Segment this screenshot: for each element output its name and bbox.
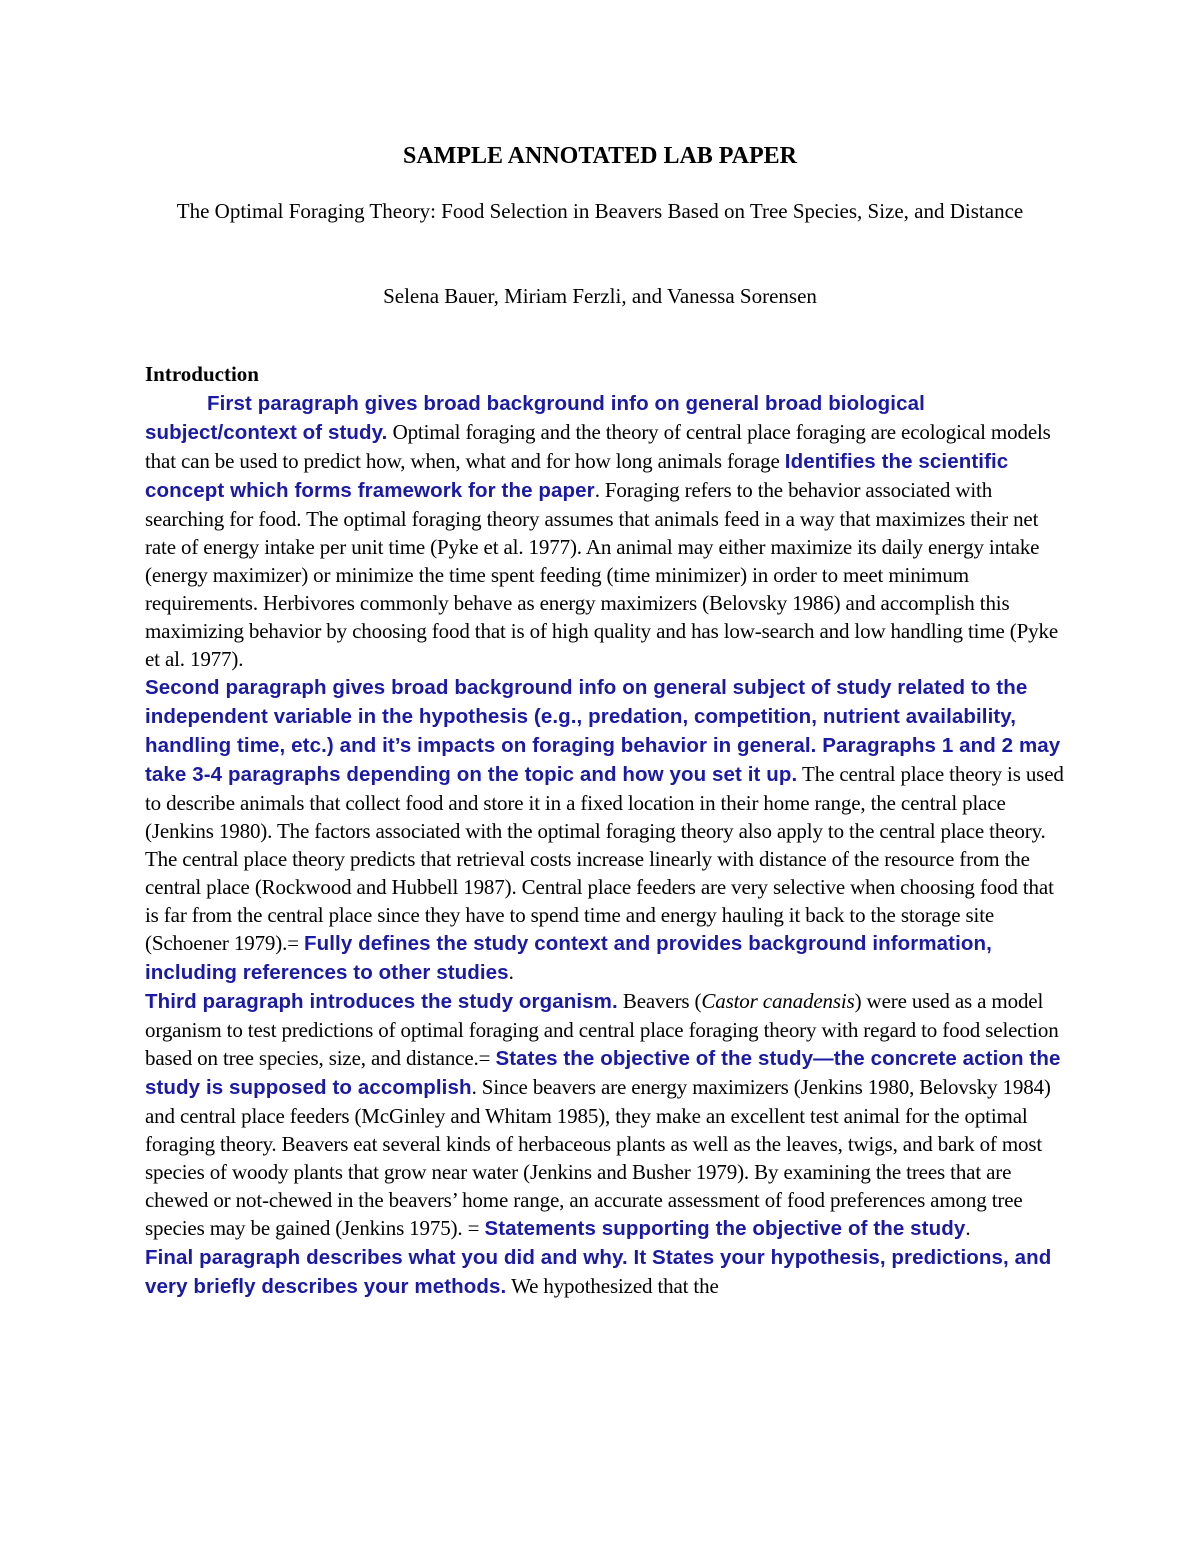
body-text: ) were used as a model organism to test predictions of optimal foraging and central place foraging theory with regard to food selection based on tree species, size, and distance.=	[145, 989, 1059, 1070]
body-text: Beavers (	[617, 989, 702, 1013]
body-text: The central place theory is used to describe animals that collect food and store it in a fixed location in their home range, the central place (Jenkins 1980). The factors associated with the optimal foraging theory also apply to the central place theory. The central place theory predicts that retrieval costs increase linearly with distance of the resource from the central place (Rockwood and Hubbell 1987). Central place feeders are very selective when choosing food that is far from the central place since they have to spend time and energy hauling it back to the storage site (Schoener 1979).=	[145, 762, 1064, 955]
annotation: Statements supporting the objective of the study	[484, 1217, 966, 1240]
annotation: Second paragraph gives broad background info on general subject of study related to the independent variable in the hypothesis (e.g., predation, competition, nutrient availability, handling time, etc.) and it’s impacts on foraging behavior in general. Paragraphs 1 and 2 may take 3-4 paragraphs depending on the topic and how you set it up.	[145, 676, 1061, 786]
paragraph-4	[145, 1243, 1065, 1301]
paragraph-1	[145, 389, 1065, 673]
author-list: Selena Bauer, Miriam Ferzli, and Vanessa Sorensen	[383, 284, 817, 308]
annotation: Fully defines the study context and provides background information, including references to other studies	[145, 932, 992, 984]
introduction-body	[145, 389, 1065, 1301]
section-heading-introduction: Introduction	[145, 362, 259, 386]
document-title: SAMPLE ANNOTATED LAB PAPER	[402, 143, 798, 169]
body-text: . Since beavers are energy maximizers (Jenkins 1980, Belovsky 1984) and central place feeders (McGinley and Whitam 1985), they make an excellent test animal for the optimal foraging theory. Beavers eat several kinds of herbaceous plants as well as the leaves, twigs, and bark of most species of woody plants that grow near water (Jenkins and Busher 1979). By examining the trees that are chewed or not-chewed in the beavers’ home range, an accurate assessment of food preferences among tree species may be gained (Jenkins 1975). =	[145, 1075, 1051, 1240]
annotation: First paragraph gives broad background info on general broad biological subject/context of study.	[145, 392, 925, 444]
paragraph-3	[145, 987, 1065, 1243]
paragraph-2	[145, 673, 1065, 987]
annotation: States the objective of the study—the concrete action the study is supposed to accomplish	[145, 1047, 1061, 1099]
body-text: .	[965, 1216, 971, 1240]
body-text: . Foraging refers to the behavior associated with searching for food. The optimal foraging theory assumes that animals feed in a way that maximizes their net rate of energy intake per unit time (Pyke et al. 1977). An animal may either maximize its daily energy intake (energy maximizer) or minimize the time spent feeding (time minimizer) in order to meet minimum requirements. Herbivores commonly behave as energy maximizers (Belovsky 1986) and accomplish this maximizing behavior by choosing food that is of high quality and has low-search and low handling time (Pyke et al. 1977).	[145, 478, 1059, 671]
annotation: Third paragraph introduces the study organism.	[145, 990, 618, 1013]
paper-title: The Optimal Foraging Theory: Food Selection in Beavers Based on Tree Species, Size, and Distance	[176, 199, 1024, 223]
annotation: Final paragraph describes what you did and why. It States your hypothesis, predictions, and very briefly describes your methods.	[145, 1246, 1052, 1298]
body-text: .	[508, 960, 514, 984]
body-text: Optimal foraging and the theory of central place foraging are ecological models that can be used to predict how, when, what and for how long animals forage	[145, 420, 1051, 473]
species-name: Castor canadensis	[701, 989, 855, 1013]
body-text: We hypothesized that the	[506, 1274, 719, 1298]
annotation: Identifies the scientific concept which forms framework for the paper	[145, 450, 1009, 502]
